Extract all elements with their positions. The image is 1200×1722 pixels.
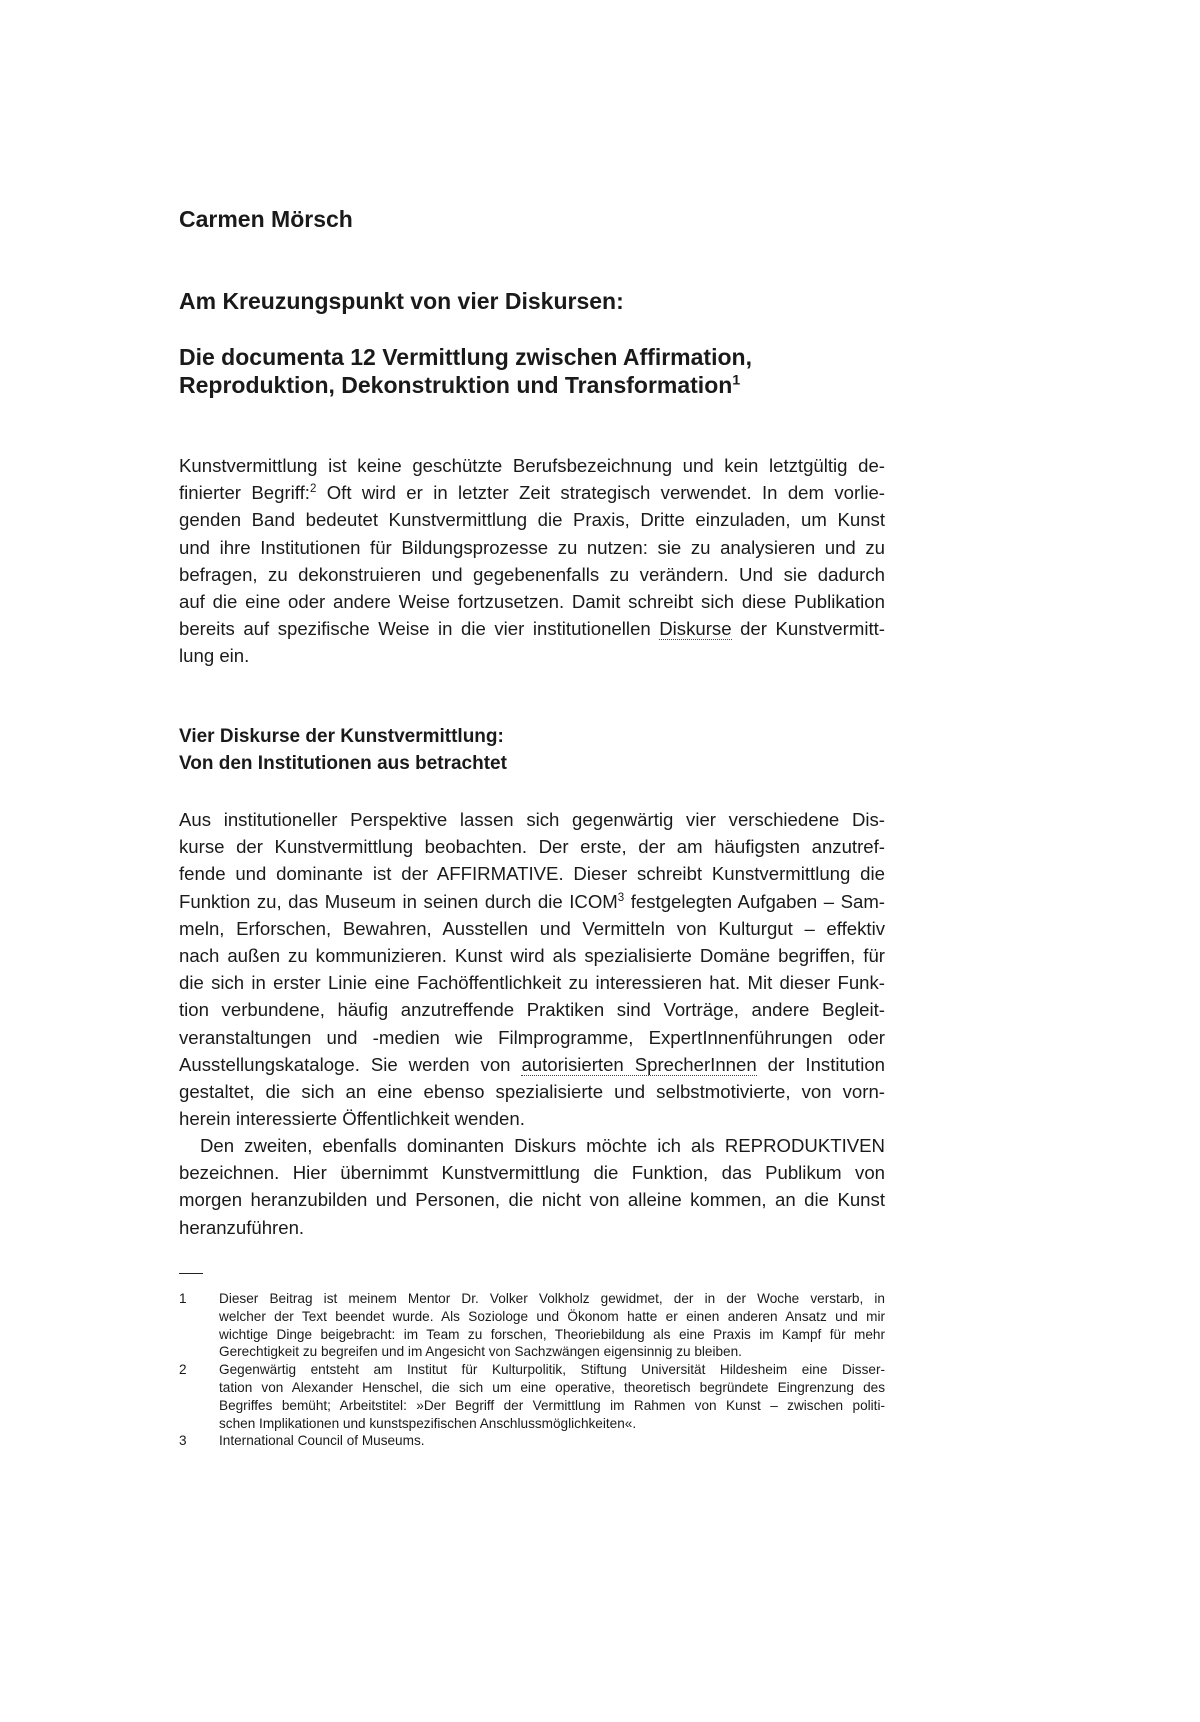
footnote-number: 2 <box>179 1362 187 1378</box>
body-paragraph <box>179 1132 885 1241</box>
footnote-ref-3[interactable]: 3 <box>617 891 625 904</box>
text-span: bereits auf spezifische Weise in die vier institutionellen <box>179 618 660 640</box>
text-line: gestaltet, die sich an eine ebenso spezialisierte und selbstmotivierte, von vorn- <box>179 1081 885 1103</box>
footnote-line: Begriffes bemüht; Arbeitstitel: »Der Begriff der Vermittlung im Rahmen von Kunst – zwischen politi- <box>219 1397 885 1413</box>
footnote-1 <box>179 1290 885 1361</box>
text-line: morgen heranzubilden und Personen, die nicht von alleine kommen, an die Kunst <box>179 1189 885 1211</box>
section-heading <box>179 723 507 777</box>
footnotes <box>179 1290 885 1450</box>
text-span: Oft wird er in letzter Zeit strategisch verwendet. In dem vorlie- <box>316 482 885 504</box>
footnote-2 <box>179 1361 885 1432</box>
text-line: die sich in erster Linie eine Fachöffentlichkeit zu interessieren hat. Mit dieser Funk- <box>179 972 885 994</box>
footnote-line: schen Implikationen und kunstspezifischen Anschlussmöglichkeiten«. <box>219 1415 637 1431</box>
article-subtitle <box>179 343 885 399</box>
text-span: festgelegten Aufgaben – Sam- <box>624 890 885 912</box>
text-span: Ausstellungskataloge. Sie werden von <box>179 1053 522 1075</box>
text-span: der Institution <box>756 1053 886 1075</box>
text-line: kurse der Kunstvermittlung beobachten. Der erste, der am häufigsten anzutref- <box>179 836 885 858</box>
text-line: veranstaltungen und -medien wie Filmprogramme, ExpertInnenführungen oder <box>179 1026 885 1048</box>
text-line <box>179 479 885 506</box>
footnote-number: 3 <box>179 1433 187 1449</box>
intro-paragraph <box>179 452 885 670</box>
text-line: meln, Erforschen, Bewahren, Ausstellen und Vermitteln von Kulturgut – effektiv <box>179 917 885 939</box>
glossary-link-sprecherinnen[interactable]: autorisierten SprecherInnen <box>521 1053 757 1075</box>
footnote-line: tation von Alexander Henschel, die sich um eine operative, theoretisch begründete Eingrenzung des <box>219 1379 885 1395</box>
text-line: bezeichnen. Hier übernimmt Kunstvermittlung die Funktion, das Publikum von <box>179 1162 885 1184</box>
page <box>179 0 885 1722</box>
text-line: Aus institutioneller Perspektive lassen sich gegenwärtig vier verschiedene Dis- <box>179 809 885 830</box>
text-line: Kunstvermittlung ist keine geschützte Berufsbezeichnung und kein letztgültig de- <box>179 455 885 476</box>
text-line <box>179 615 885 642</box>
heading-line: Vier Diskurse der Kunstvermittlung: <box>179 726 504 747</box>
text-line <box>179 1051 885 1078</box>
footnote-number: 1 <box>179 1291 187 1306</box>
text-line: befragen, zu dekonstruieren und gegebenenfalls zu verändern. Und sie dadurch <box>179 563 885 585</box>
author-name: Carmen Mörsch <box>179 206 353 232</box>
text-line: und ihre Institutionen für Bildungsprozesse zu nutzen: sie zu analysieren und zu <box>179 536 885 558</box>
text-line: herein interessierte Öffentlichkeit wenden. <box>179 1108 525 1130</box>
footnote-line: wichtige Dinge beigebracht: im Team zu forschen, Theoriebildung als eine Praxis im Kampf für mehr <box>219 1326 885 1342</box>
footnote-line: Gegenwärtig entsteht am Institut für Kulturpolitik, Stiftung Universität Hildesheim eine Disser- <box>219 1362 885 1378</box>
footnote-line: International Council of Museums. <box>219 1433 425 1449</box>
glossary-link-diskurse[interactable]: Diskurse <box>659 618 732 640</box>
subtitle-text: Reproduktion, Dekonstruktion und Transformation <box>179 372 733 398</box>
footnote-ref-2[interactable]: 2 <box>309 483 317 496</box>
body-paragraph <box>179 806 885 1132</box>
text-line: Den zweiten, ebenfalls dominanten Diskurs möchte ich als REPRODUKTIVEN <box>200 1135 885 1156</box>
text-line: nach außen zu kommunizieren. Kunst wird als spezialisierte Domäne begriffen, für <box>179 945 885 967</box>
footnote-line: Dieser Beitrag ist meinem Mentor Dr. Volker Volkholz gewidmet, der in der Woche verstarb, in <box>219 1291 885 1306</box>
footnote-divider <box>179 1273 203 1274</box>
text-line: auf die eine oder andere Weise fortzusetzen. Damit schreibt sich diese Publikation <box>179 591 885 613</box>
footnote-ref-1[interactable]: 1 <box>732 372 741 389</box>
text-line <box>179 888 885 915</box>
footnote-line: welcher der Text beendet wurde. Als Soziologe und Ökonom hatte er einen anderen Ansatz und mir <box>219 1308 885 1324</box>
text-line: genden Band bedeutet Kunstvermittlung die Praxis, Dritte einzuladen, um Kunst <box>179 509 885 531</box>
text-line: lung ein. <box>179 645 250 667</box>
text-line: tion verbundene, häufig anzutreffende Praktiken sind Vorträge, andere Begleit- <box>179 999 885 1021</box>
subtitle-line: Die documenta 12 Vermittlung zwischen Affirmation, <box>179 344 752 370</box>
text-span: finierter Begriff: <box>179 482 310 504</box>
text-span: der Kunstvermitt- <box>731 618 885 640</box>
text-line: fende und dominante ist der AFFIRMATIVE. Dieser schreibt Kunstvermittlung die <box>179 863 885 885</box>
subtitle-line <box>179 371 885 399</box>
article-title: Am Kreuzungspunkt von vier Diskursen: <box>179 288 624 314</box>
footnote-3 <box>179 1432 885 1450</box>
text-line: heranzuführen. <box>179 1216 305 1238</box>
footnote-line: Gerechtigkeit zu begreifen und im Angesicht von Sachzwängen eigensinnig zu bleiben. <box>219 1344 742 1360</box>
text-span: Funktion zu, das Museum in seinen durch die ICOM <box>179 890 618 912</box>
heading-line: Von den Institutionen aus betrachtet <box>179 753 507 774</box>
